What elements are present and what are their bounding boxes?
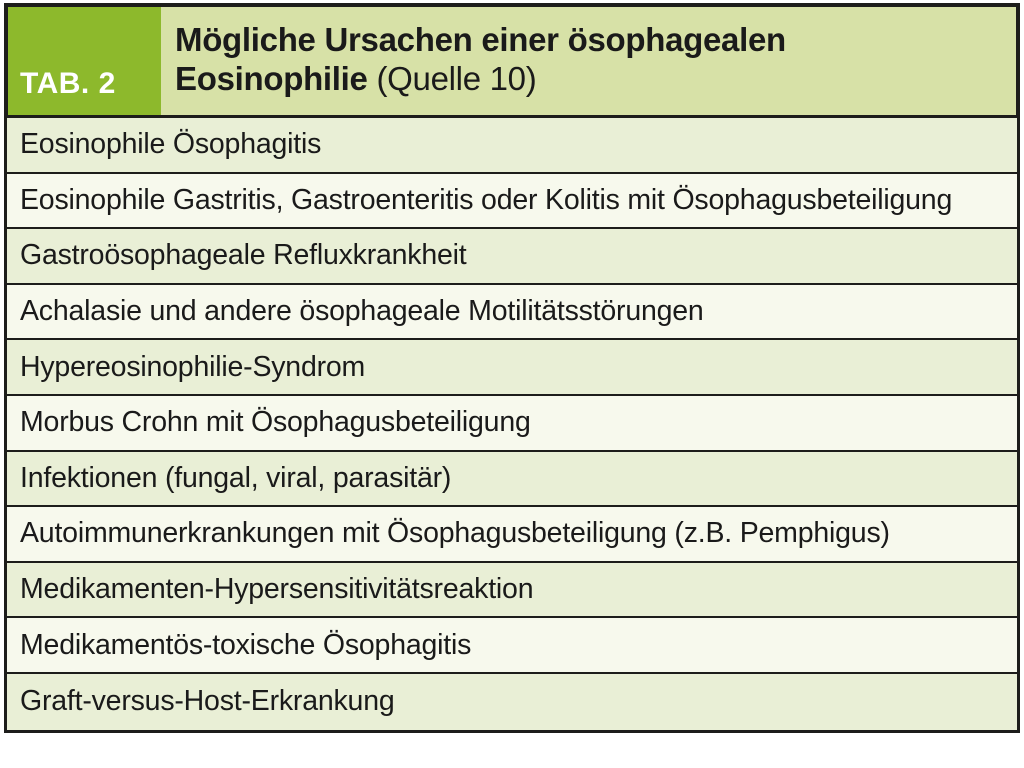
table-header — [4, 3, 1020, 118]
table-row — [7, 396, 1017, 452]
table-row — [7, 674, 1017, 730]
table-title-line2: Eosinophilie — [175, 60, 368, 97]
table-row — [7, 118, 1017, 174]
table-row-text: Morbus Crohn mit Ösophagusbeteiligung — [20, 406, 531, 439]
table-row-text: Eosinophile Gastritis, Gastroenteritis oder Kolitis mit Ösophagusbeteiligung — [20, 183, 953, 216]
table-row — [7, 340, 1017, 396]
table-row-text: Hypereosinophilie-Syndrom — [20, 350, 366, 383]
table-row — [7, 452, 1017, 508]
table-row-text: Infektionen (fungal, viral, parasitär) — [20, 461, 452, 494]
table-row-text: Medikamentös-toxische Ösophagitis — [20, 628, 472, 661]
table-row — [7, 229, 1017, 285]
table-row-text: Medikamenten-Hypersensitivitätsreaktion — [20, 573, 534, 606]
table-number-badge: TAB. 2 — [8, 7, 161, 115]
table-body — [4, 118, 1020, 733]
table-row-text: Gastroösophageale Refluxkrankheit — [20, 239, 467, 272]
table-title — [161, 7, 1016, 115]
table-row — [7, 507, 1017, 563]
table-row-text: Graft-versus-Host-Erkrankung — [20, 685, 395, 718]
table-row-text: Achalasie und andere ösophageale Motilitätsstörungen — [20, 295, 704, 328]
table-row — [7, 174, 1017, 230]
table-row-text: Eosinophile Ösophagitis — [20, 128, 322, 161]
table-row — [7, 563, 1017, 619]
table-title-source: (Quelle 10) — [376, 60, 537, 97]
table-2 — [4, 3, 1020, 733]
table-row — [7, 618, 1017, 674]
table-row-text: Autoimmunerkrankungen mit Ösophagusbeteiligung (z.B. Pemphigus) — [20, 517, 890, 550]
table-row — [7, 285, 1017, 341]
table-title-line1: Mögliche Ursachen einer ösophagealen — [175, 21, 786, 58]
